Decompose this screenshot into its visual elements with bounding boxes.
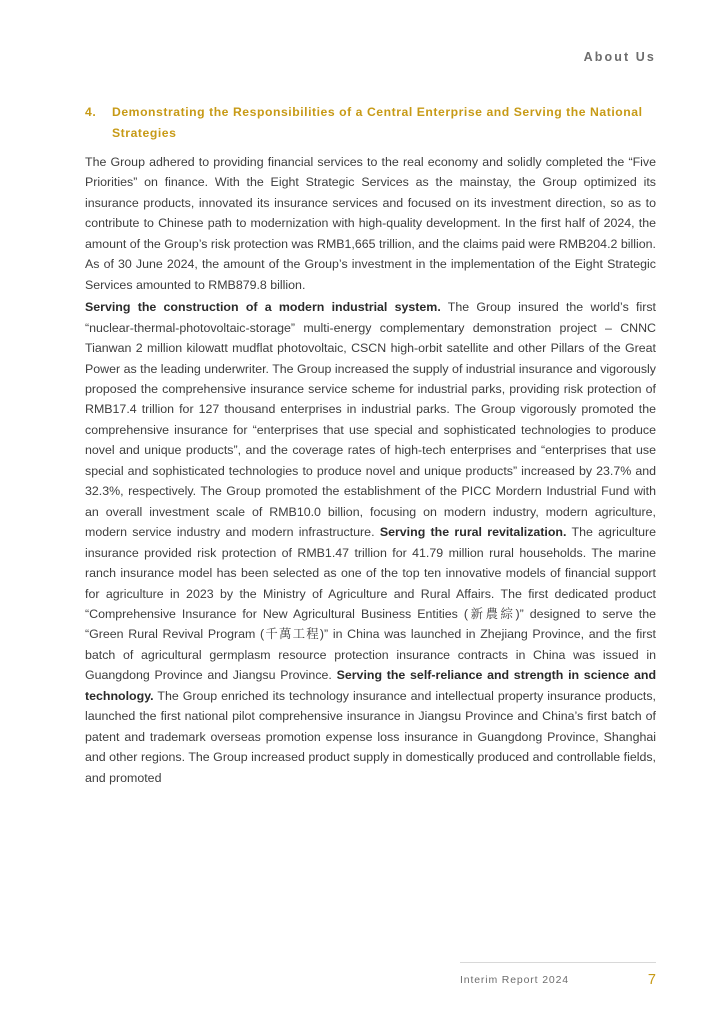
footer-divider [460,962,656,963]
footer-page-number: 7 [647,972,656,988]
section-number: 4. [85,105,97,119]
running-header: About Us [583,50,656,64]
body-content [85,152,656,788]
cjk-term-qianwangongcheng: 千萬工程 [264,626,320,642]
section-heading [85,102,656,143]
paragraph-2-text-2c: )” in China was launched in Zhejiang Province, and the first batch of agricultural germplasm resource protection insurance contracts in China was issued in Guangdong Province and Jiangsu Province. [85,627,656,683]
footer-report-label: Interim Report 2024 [460,974,569,986]
paragraph-2 [85,297,656,788]
bold-lead-science-technology: Serving the self-reliance and strength in science and technology. [85,668,657,703]
paragraph-1: The Group adhered to providing financial services to the real economy and solidly completed the “Five Priorities” on finance. With the Eight Strategic Services as the mainstay, the Group optimized its insurance products, innovated its insurance services and focused on its investment direction, so as to contribute to Chinese path to modernization with high-quality development. In the first half of 2024, the amount of the Group’s risk protection was RMB1,665 trillion, and the claims paid were RMB204.2 billion. As of 30 June 2024, the amount of the Group’s investment in the implementation of the Eight Strategic Services amounted to RMB879.8 billion. [85,155,656,292]
paragraph-2-text-2a: The agriculture insurance provided risk protection of RMB1.47 trillion for 41.79 million rural households. The marine ranch insurance model has been selected as one of the top ten innovative models of financial support for agriculture in 2023 by the Ministry of Agriculture and Rural Affairs. The first dedicated product “Comprehensive Insurance for New Agricultural Business Entities ( [85,525,657,621]
bold-lead-rural-revitalization: Serving the rural revitalization. [379,525,567,540]
page-footer [460,962,656,992]
paragraph-2-text-1: The Group insured the world’s first “nuclear-thermal-photovoltaic-storage” multi-energy complementary demonstration project – CNNC Tianwan 2 million kilowatt mudflat photovoltaic, CSCN high-orbit satellite and other Pillars of the Great Power as the leading underwriter. The Group increased the supply of industrial insurance and vigorously proposed the comprehensive insurance service scheme for industrial parks, providing risk protection of RMB17.4 trillion for 127 thousand enterprises in industrial parks. The Group vigorously promoted the comprehensive insurance for “enterprises that use special and sophisticated technologies to produce novel and unique products”, and the coverage rates of high-tech enterprises and “enterprises that use special and sophisticated technologies to produce novel and unique products” increased by 23.7% and 32.3%, respectively. The Group promoted the establishment of the PICC Mordern Industrial Fund with an overall investment scale of RMB10.0 billion, focusing on modern industry, modern agriculture, modern service industry and modern infrastructure. [85,300,656,540]
footer-row [460,972,656,992]
paragraph-2-text-2b: )” designed to serve the “Green Rural Revival Program ( [85,606,656,642]
bold-lead-industrial-system: Serving the construction of a modern industrial system. [85,300,441,315]
section-title: Demonstrating the Responsibilities of a Central Enterprise and Serving the National Strategies [112,105,643,140]
cjk-term-xinnongzong: 新農綜 [468,605,516,621]
paragraph-2-text-3: The Group enriched its technology insurance and intellectual property insurance products, launched the first national pilot comprehensive insurance in Jiangsu Province and China’s first batch of patent and trademark overseas promotion expense loss insurance in Guangdong Province, Shanghai and other regions. The Group increased product supply in domestically produced and controllable fields, and promoted [85,688,656,785]
